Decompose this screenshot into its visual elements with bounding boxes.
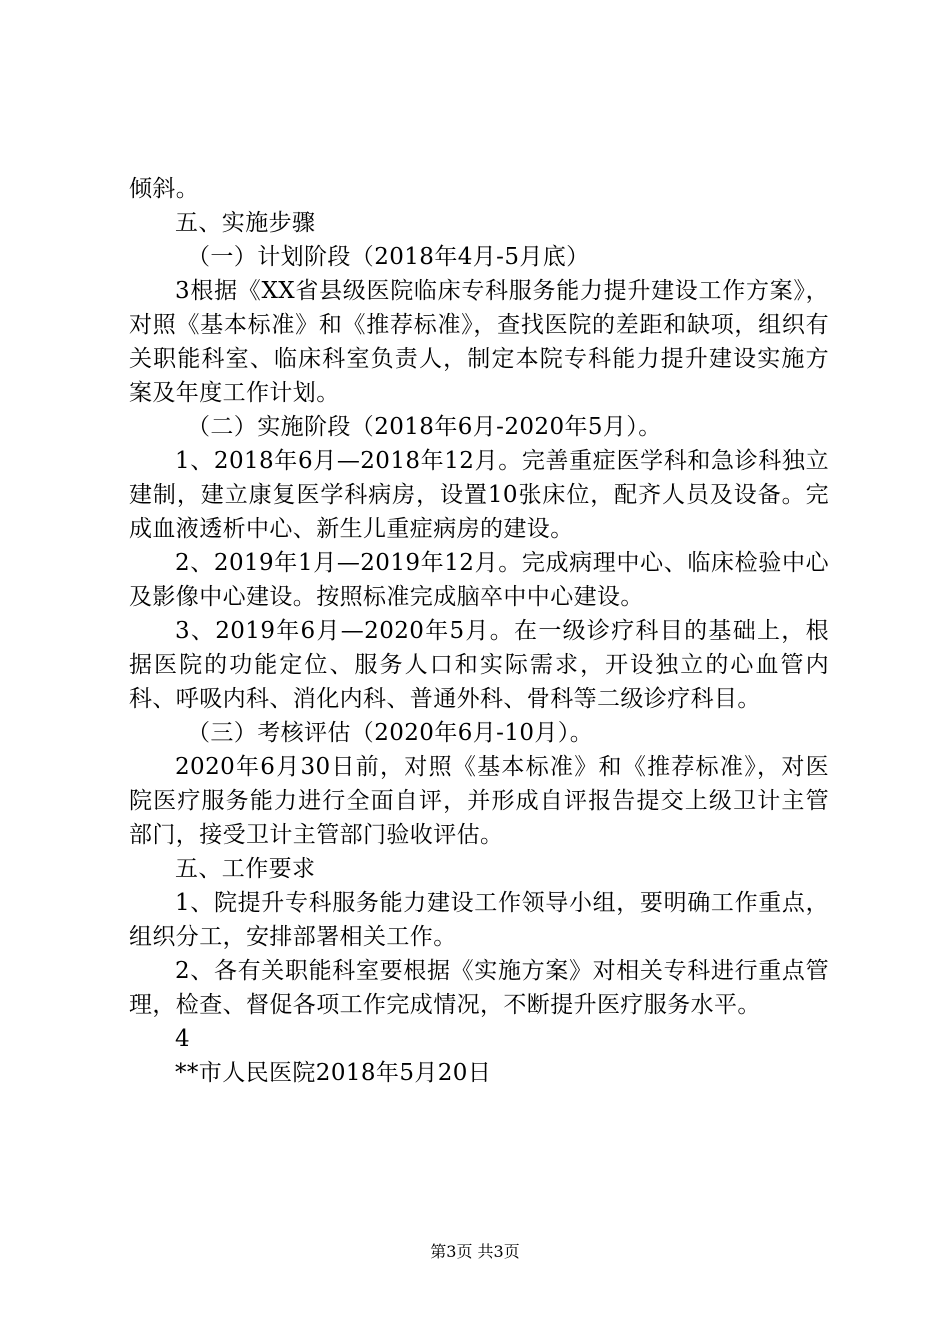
paragraph-planning: 3根据《XX省县级医院临床专科服务能力提升建设工作方案》，对照《基本标准》和《推荐标准》，查找医院的差距和缺项，组织有关职能科室、临床科室负责人，制定本院专科能力提升建设实施方案及年度工作计划。 (129, 278, 829, 406)
subsection-heading-planning: （一）计划阶段（2018年4月-5月底） (187, 244, 590, 270)
paragraph-number: 4 (175, 1026, 191, 1052)
paragraph-step-1: 1、2018年6月—2018年12月。完善重症医学科和急诊科独立建制，建立康复医学科病房，设置10张床位，配齐人员及设备。完成血液透析中心、新生儿重症病房的建设。 (129, 448, 829, 542)
subsection-heading-implementation: （二）实施阶段（2018年6月-2020年5月）。 (187, 414, 662, 440)
document-body (129, 172, 829, 1090)
paragraph-requirement-1: 1、院提升专科服务能力建设工作领导小组，要明确工作重点，组织分工，安排部署相关工作。 (129, 890, 829, 950)
signature-line: **市人民医院2018年5月20日 (175, 1060, 492, 1086)
paragraph-step-3: 3、2019年6月—2020年5月。在一级诊疗科目的基础上，根据医院的功能定位、服务人口和实际需求，开设独立的心血管内科、呼吸内科、消化内科、普通外科、骨科等二级诊疗科目。 (129, 618, 829, 712)
paragraph-step-2: 2、2019年1月—2019年12月。完成病理中心、临床检验中心及影像中心建设。按照标准完成脑卒中中心建设。 (129, 550, 829, 610)
paragraph-assessment: 2020年6月30日前，对照《基本标准》和《推荐标准》，对医院医疗服务能力进行全面自评，并形成自评报告提交上级卫计主管部门，接受卫计主管部门验收评估。 (129, 754, 829, 848)
section-heading-work-requirements: 五、工作要求 (175, 856, 316, 882)
subsection-heading-assessment: （三）考核评估（2020年6月-10月）。 (187, 720, 594, 746)
section-heading-implementation-steps: 五、实施步骤 (175, 210, 316, 236)
page-number-footer: 第3页 共3页 (430, 1242, 520, 1261)
paragraph-continuation: 倾斜。 (129, 176, 200, 202)
paragraph-requirement-2: 2、各有关职能科室要根据《实施方案》对相关专科进行重点管理，检查、督促各项工作完成情况，不断提升医疗服务水平。 (129, 958, 829, 1018)
